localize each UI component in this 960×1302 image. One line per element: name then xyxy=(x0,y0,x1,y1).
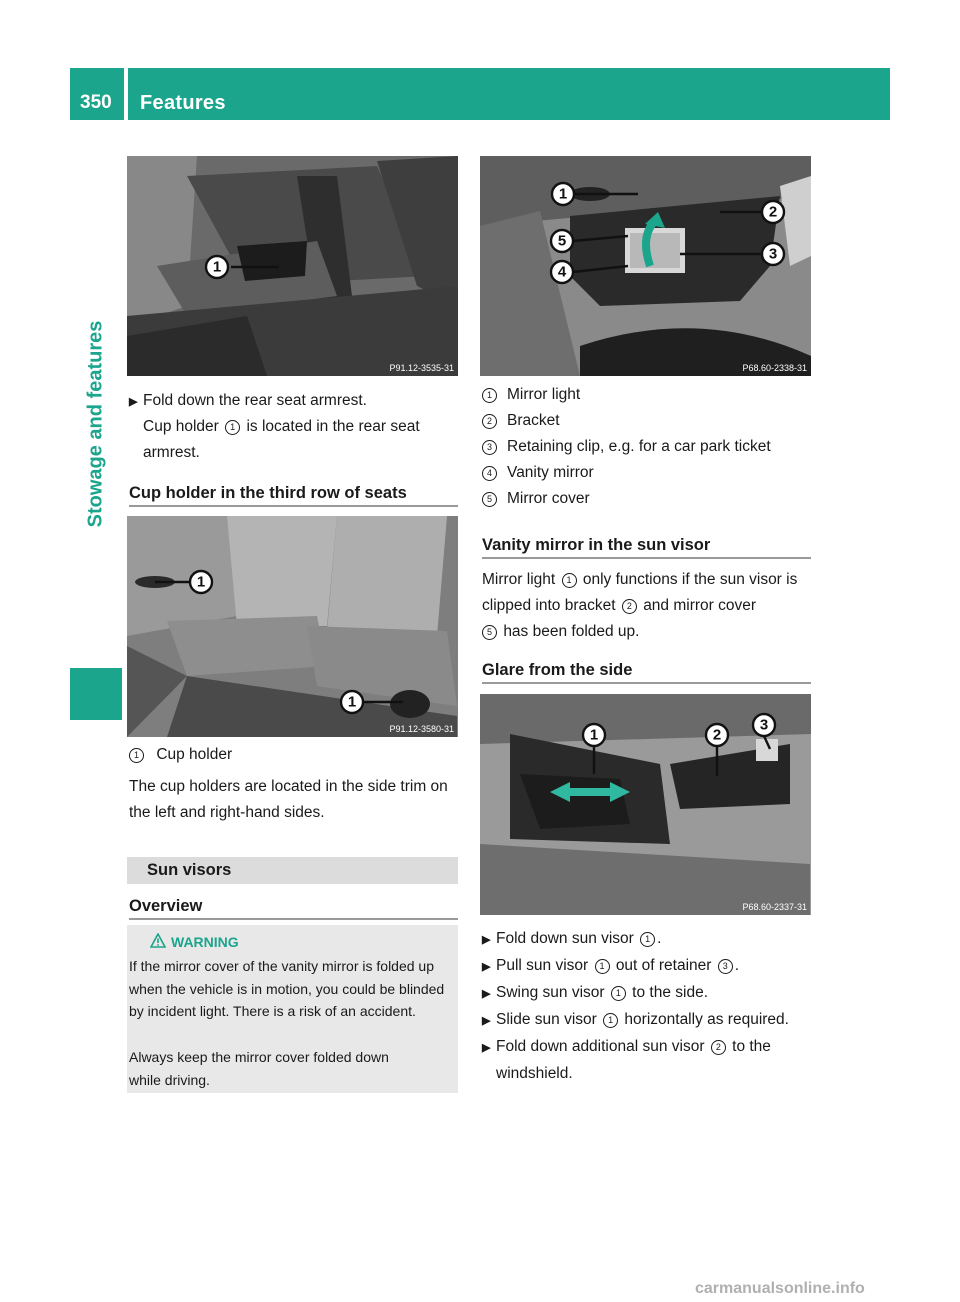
arrow-bullet-icon: ▶ xyxy=(482,1015,491,1027)
vanity-mirror-image xyxy=(480,156,811,376)
arrow-bullet-icon: ▶ xyxy=(482,988,491,1000)
third-row-image xyxy=(127,516,458,737)
step-item: ▶ Fold down sun visor 1 . xyxy=(482,926,812,953)
armrest-step: ▶ Fold down the rear seat armrest. xyxy=(129,388,459,415)
callout-1: 1 xyxy=(589,726,599,744)
callout-1: 1 xyxy=(212,258,222,276)
side-tab-marker xyxy=(70,668,122,720)
arrow-bullet-icon: ▶ xyxy=(482,961,491,973)
callout-4: 4 xyxy=(557,263,567,281)
image-code: P68.60-2337-31 xyxy=(742,902,807,912)
callout-2: 2 xyxy=(768,203,778,221)
marker-5-icon: 5 xyxy=(482,625,497,640)
heading-rule xyxy=(129,505,458,507)
callout-3: 3 xyxy=(768,245,778,263)
step-item: ▶ Swing sun visor 1 to the side. xyxy=(482,980,812,1007)
step-item: ▶ Fold down additional sun visor 2 to the windshield. xyxy=(482,1034,812,1087)
step-item: ▶ Slide sun visor 1 horizontally as required. xyxy=(482,1007,812,1034)
heading-rule xyxy=(482,557,811,559)
callout-1: 1 xyxy=(558,185,568,203)
third-row-text: The cup holders are located in the side trim on the left and right-hand sides. xyxy=(129,778,448,821)
arrow-bullet-icon: ▶ xyxy=(482,1042,491,1054)
third-row-heading: Cup holder in the third row of seats xyxy=(129,484,407,502)
image-code: P91.12-3535-31 xyxy=(389,363,454,373)
armrest-note: Cup holder 1 is located in the rear seat armrest. xyxy=(143,418,420,461)
step-item: ▶ Pull sun visor 1 out of retainer 3 . xyxy=(482,953,812,980)
callout-2: 2 xyxy=(712,726,722,744)
rear-armrest-image xyxy=(127,156,458,376)
heading-rule xyxy=(482,682,811,684)
callout-5: 5 xyxy=(557,232,567,250)
header-divider xyxy=(124,68,128,120)
marker-1-icon: 1 xyxy=(225,420,240,435)
vanity-legend xyxy=(482,382,812,512)
footer-watermark: carmanualsonline.info xyxy=(695,1280,865,1297)
warning-text: If the mirror cover of the vanity mirror is folded up when the vehicle is in motion, you could be blinded by incident light. There is a risk of an accident. xyxy=(129,958,445,1019)
image-code: P68.60-2338-31 xyxy=(742,363,807,373)
glare-steps xyxy=(482,926,812,1087)
marker-2-icon: 2 xyxy=(622,599,637,614)
image-code: P91.12-3580-31 xyxy=(389,724,454,734)
page-title: Features xyxy=(140,92,226,114)
marker-1-icon: 1 xyxy=(129,748,144,763)
third-row-legend: 1 Cup holder xyxy=(129,742,232,768)
side-tab-label: Stowage and features xyxy=(84,320,107,528)
glare-heading: Glare from the side xyxy=(482,661,633,679)
sun-visors-section: Sun visors xyxy=(127,857,458,884)
warning-advice: Always keep the mirror cover folded down while driving. xyxy=(129,1049,389,1088)
legend-item: 4 Vanity mirror xyxy=(482,460,812,486)
legend-item: 5 Mirror cover xyxy=(482,486,812,512)
vanity-text: Mirror light 1 only functions if the sun visor is clipped into bracket 2 and mirror cover 5 has been folded up. xyxy=(482,571,798,640)
glare-side-image xyxy=(480,694,811,915)
overview-heading: Overview xyxy=(129,897,203,915)
legend-item: 2 Bracket xyxy=(482,408,812,434)
callout-1: 1 xyxy=(196,573,206,591)
callout-1b: 1 xyxy=(347,693,357,711)
marker-1-icon: 1 xyxy=(562,573,577,588)
warning-box xyxy=(127,925,458,1093)
arrow-bullet-icon: ▶ xyxy=(129,396,138,408)
warning-title: WARNING xyxy=(171,934,239,950)
page-number: 350 xyxy=(80,92,112,113)
legend-item: 3 Retaining clip, e.g. for a car park ticket xyxy=(482,434,812,460)
callout-3: 3 xyxy=(759,716,769,734)
vanity-heading: Vanity mirror in the sun visor xyxy=(482,536,711,554)
legend-item: 1 Mirror light xyxy=(482,382,812,408)
heading-rule xyxy=(129,918,458,920)
warning-icon xyxy=(150,933,166,953)
arrow-bullet-icon: ▶ xyxy=(482,934,491,946)
